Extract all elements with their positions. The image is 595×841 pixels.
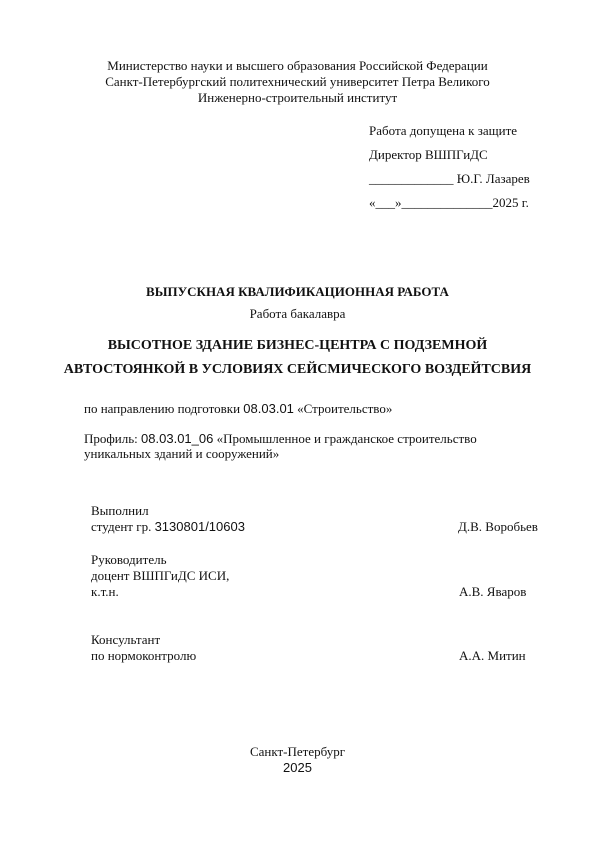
university-line: Санкт-Петербургский политехнический университет Петра Великого — [105, 74, 490, 89]
supervisor-role: Руководитель — [91, 552, 167, 567]
profile-line-1 — [84, 431, 477, 446]
work-subtype: Работа бакалавра — [249, 306, 346, 321]
signature-blank: _____________ — [369, 171, 454, 186]
institute-line: Инженерно-строительный институт — [197, 90, 398, 105]
thesis-title-line-1: ВЫСОТНОЕ ЗДАНИЕ БИЗНЕС-ЦЕНТРА С ПОДЗЕМНОЙ — [107, 338, 488, 353]
approval-director: Директор ВШПГиДС — [369, 147, 488, 162]
profile-line-2: уникальных зданий и сооружений» — [84, 446, 280, 461]
performer-role: Выполнил — [91, 503, 149, 518]
footer-year: 2025 — [283, 760, 312, 775]
direction-prefix: по направлению подготовки — [84, 401, 244, 416]
director-name: Ю.Г. Лазарев — [456, 171, 530, 186]
supervisor-degree: к.т.н. — [91, 584, 119, 599]
direction-name: «Строительство» — [293, 401, 393, 416]
supervisor-position: доцент ВШПГиДС ИСИ, — [91, 568, 230, 583]
approval-date: «___»______________2025 г. — [369, 195, 529, 210]
direction-line — [84, 401, 392, 416]
consultant-role: Консультант — [91, 632, 161, 647]
approval-admitted: Работа допущена к защите — [369, 123, 518, 138]
profile-prefix: Профиль: — [84, 431, 142, 446]
work-type: ВЫПУСКНАЯ КВАЛИФИКАЦИОННАЯ РАБОТА — [146, 284, 449, 299]
ministry-line: Министерство науки и высшего образования Российской Федерации — [107, 58, 488, 73]
supervisor-name: А.В. Яваров — [459, 584, 527, 599]
performer-name: Д.В. Воробьев — [458, 519, 538, 534]
performer-group-line — [91, 519, 245, 534]
footer-city: Санкт-Петербург — [249, 744, 346, 759]
profile-code: 08.03.01_06 — [141, 431, 214, 446]
performer-group: 3130801/10603 — [154, 519, 245, 534]
approval-signature — [369, 171, 530, 186]
profile-name: «Промышленное и гражданское строительство — [213, 431, 477, 446]
consultant-area: по нормоконтролю — [91, 648, 197, 663]
thesis-title-line-2: АВТОСТОЯНКОЙ В УСЛОВИЯХ СЕЙСМИЧЕСКОГО ВОЗДЕЙТСВИЯ — [63, 362, 532, 377]
direction-code: 08.03.01 — [243, 401, 294, 416]
performer-prefix: студент гр. — [91, 519, 155, 534]
consultant-name: А.А. Митин — [459, 648, 526, 663]
